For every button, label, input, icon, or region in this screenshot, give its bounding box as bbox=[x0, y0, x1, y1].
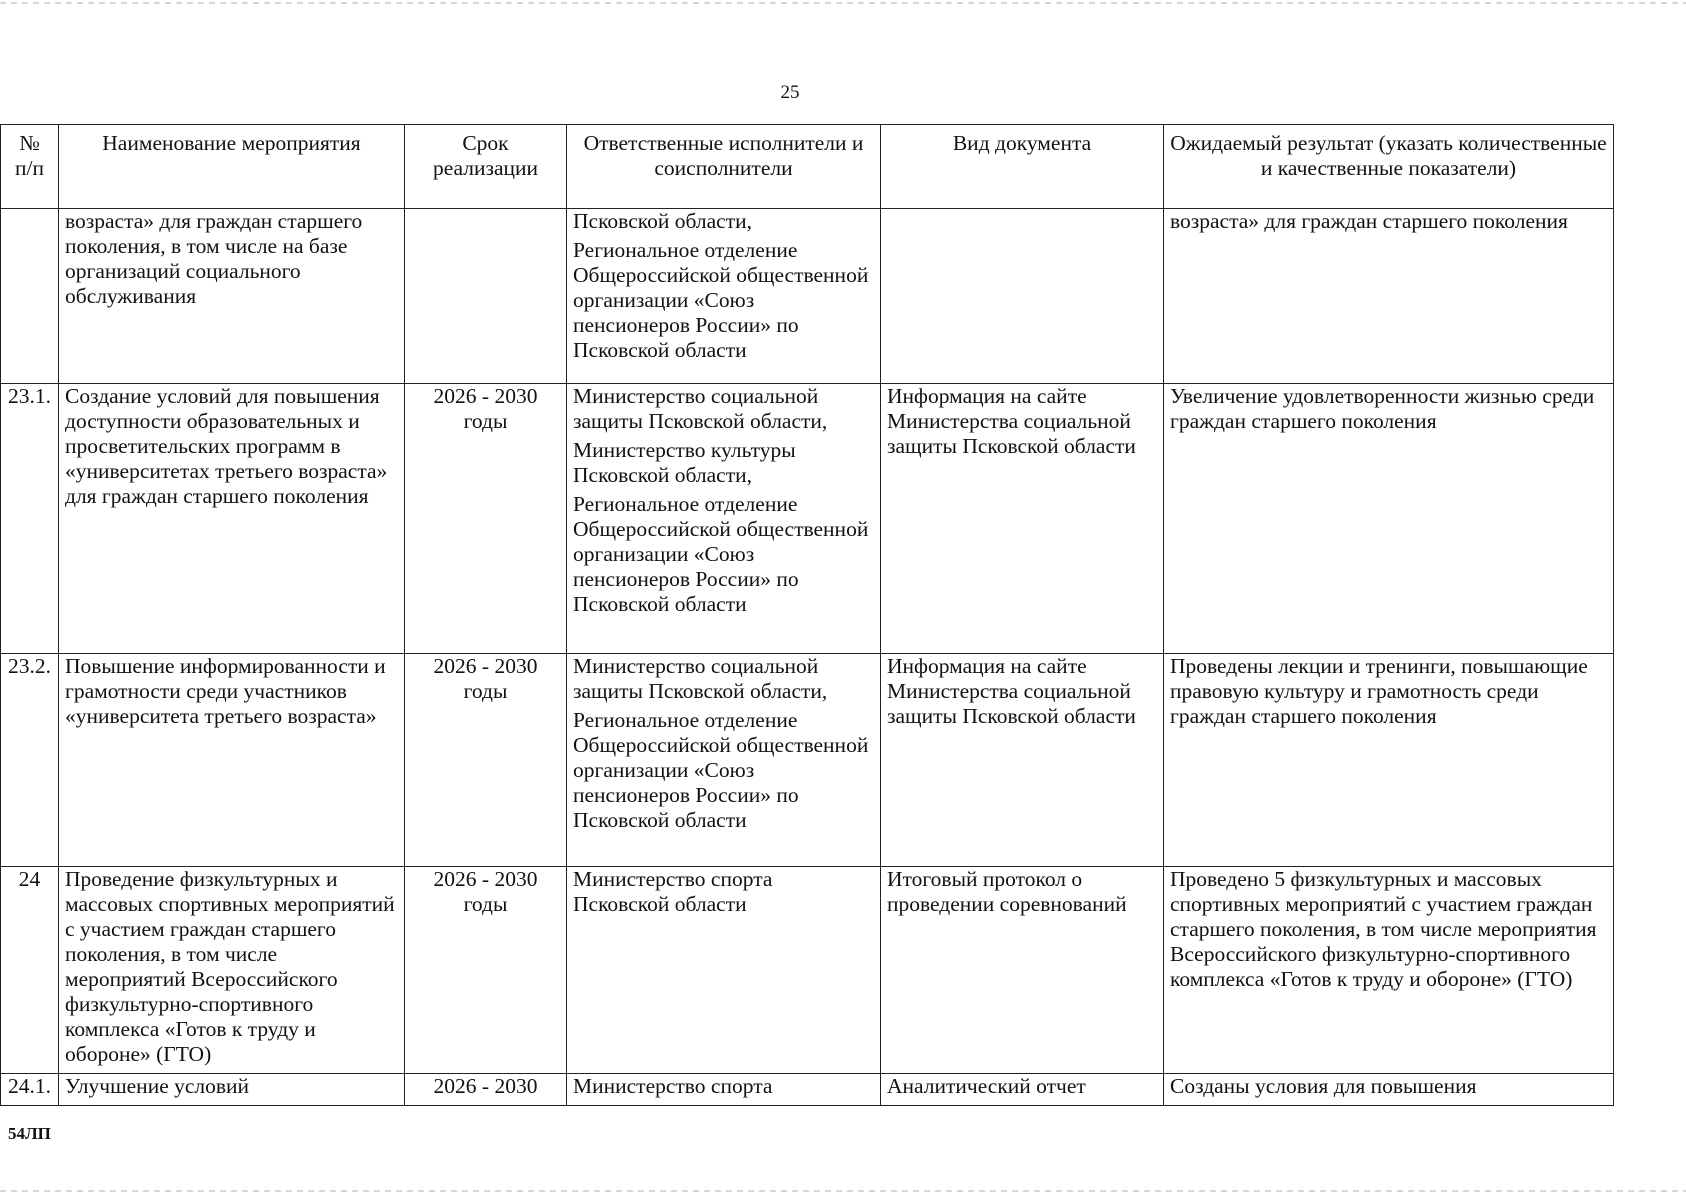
footer-code: 54ЛП bbox=[8, 1124, 51, 1143]
row-document: Информация на сайте Министерства социальной защиты Псковской области bbox=[881, 654, 1164, 867]
table-row bbox=[1, 867, 1614, 1074]
row-term: 2026 - 2030 годы bbox=[405, 384, 567, 654]
responsible-entry: Региональное отделение Общероссийской общественной организации «Союз пенсионеров России» по Псковской области bbox=[573, 492, 869, 616]
row-name: Улучшение условий bbox=[59, 1074, 405, 1106]
row-responsible bbox=[567, 384, 881, 654]
header-document: Вид документа bbox=[881, 125, 1164, 209]
header-responsible: Ответственные исполнители и соисполнители bbox=[567, 125, 881, 209]
scan-edge-bottom bbox=[0, 1190, 1686, 1192]
table-row bbox=[1, 654, 1614, 867]
row-document bbox=[881, 209, 1164, 384]
row-responsible bbox=[567, 209, 881, 384]
row-result: Проведено 5 физкультурных и массовых спортивных мероприятий с участием граждан старшего поколения, в том числе мероприятия Всероссийского физкультурно-спортивного комплекса «Готов к труду и обороне» (ГТО) bbox=[1164, 867, 1614, 1074]
row-result: возраста» для граждан старшего поколения bbox=[1164, 209, 1614, 384]
responsible-entry: Министерство спорта Псковской области bbox=[573, 867, 773, 916]
responsible-entry: Региональное отделение Общероссийской общественной организации «Союз пенсионеров России» по Псковской области bbox=[573, 238, 869, 362]
responsible-entry: Псковской области, bbox=[573, 209, 752, 233]
header-name: Наименование мероприятия bbox=[59, 125, 405, 209]
header-num: № п/п bbox=[1, 125, 59, 209]
row-document: Информация на сайте Министерства социальной защиты Псковской области bbox=[881, 384, 1164, 654]
row-term: 2026 - 2030 годы bbox=[405, 654, 567, 867]
header-term: Срок реализации bbox=[405, 125, 567, 209]
table-row bbox=[1, 1074, 1614, 1106]
row-name: Повышение информированности и грамотности среди участников «университета третьего возраста» bbox=[59, 654, 405, 867]
row-document: Аналитический отчет bbox=[881, 1074, 1164, 1106]
row-name: возраста» для граждан старшего поколения, в том числе на базе организаций социального обслуживания bbox=[59, 209, 405, 384]
row-responsible bbox=[567, 654, 881, 867]
row-term: 2026 - 2030 bbox=[405, 1074, 567, 1106]
row-num: 23.2. bbox=[1, 654, 59, 867]
responsible-entry: Министерство социальной защиты Псковской области, bbox=[573, 654, 828, 703]
responsible-entry: Министерство культуры Псковской области, bbox=[573, 438, 796, 487]
row-term: 2026 - 2030 годы bbox=[405, 867, 567, 1074]
table-header-row bbox=[1, 125, 1614, 209]
row-name: Проведение физкультурных и массовых спортивных мероприятий с участием граждан старшего поколения, в том числе мероприятий Всероссийского физкультурно-спортивного комплекса «Готов к труду и обороне» (ГТО) bbox=[59, 867, 405, 1074]
row-term bbox=[405, 209, 567, 384]
table-row bbox=[1, 384, 1614, 654]
row-num bbox=[1, 209, 59, 384]
responsible-entry: Региональное отделение Общероссийской общественной организации «Союз пенсионеров России» по Псковской области bbox=[573, 708, 869, 832]
header-result: Ожидаемый результат (указать количественные и качественные показатели) bbox=[1164, 125, 1614, 209]
row-num: 24 bbox=[1, 867, 59, 1074]
row-num: 24.1. bbox=[1, 1074, 59, 1106]
row-responsible bbox=[567, 867, 881, 1074]
measures-table bbox=[0, 124, 1614, 1106]
row-name: Создание условий для повышения доступности образовательных и просветительских программ в «университетах третьего возраста» для граждан старшего поколения bbox=[59, 384, 405, 654]
row-result: Созданы условия для повышения bbox=[1164, 1074, 1614, 1106]
row-num: 23.1. bbox=[1, 384, 59, 654]
row-result: Увеличение удовлетворенности жизнью среди граждан старшего поколения bbox=[1164, 384, 1614, 654]
responsible-entry: Министерство социальной защиты Псковской области, bbox=[573, 384, 828, 433]
responsible-entry: Министерство спорта bbox=[573, 1074, 773, 1098]
row-result: Проведены лекции и тренинги, повышающие правовую культуру и грамотность среди граждан старшего поколения bbox=[1164, 654, 1614, 867]
page-number: 25 bbox=[780, 82, 800, 103]
table-row bbox=[1, 209, 1614, 384]
row-responsible bbox=[567, 1074, 881, 1106]
scan-edge-top bbox=[0, 2, 1686, 4]
row-document: Итоговый протокол о проведении соревнований bbox=[881, 867, 1164, 1074]
